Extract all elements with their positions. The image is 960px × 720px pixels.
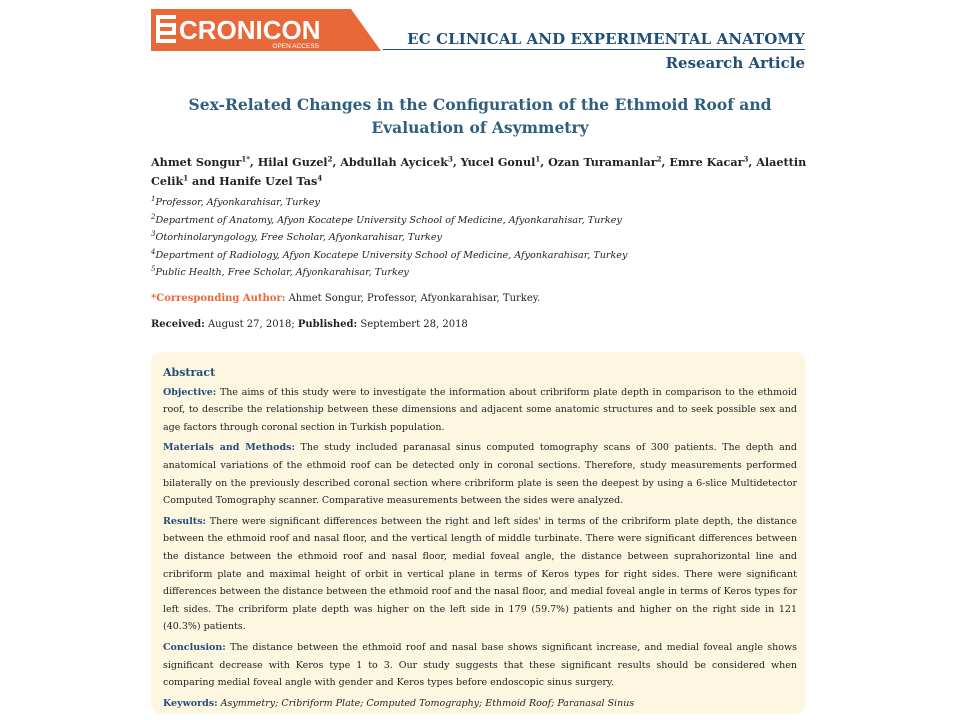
author: Ahmet Songur$^{1*}$, <box>151 154 258 169</box>
abstract-results: Results: There were significant differences between the right and left sides' in terms of the cribriform plate depth, the distance between the ethmoid roof and nasal floor, and the vertical length of middle turbinate. There were significant differences between the distance between the ethmoid roof and nasal floor, medial foveal angle, the distance between suprahorizontal line and cribriform plate and maximal height of orbit in vertical plane in terms of Keros types for right sides. There were significant differences between the distance between the ethmoid roof and the nasal floor, and medial foveal angle in terms of Keros types for left sides. The cribriform plate depth was higher on the left side in 179 (59.7%) patients and higher on the right side in 121 (40.3%) patients. <box>163 515 797 633</box>
author: Hanife Uzel Tas$^4$ <box>219 173 323 188</box>
abstract-conclusion: Conclusion: The distance between the ethmoid roof and nasal base shows significant increase, and medial foveal angle shows significant decrease with Keros type 1 to 3. Our study suggests that these significant results should be considered when comparing medial foveal angle with gender and Keros types before endoscopic sinus surgery. <box>163 641 797 689</box>
affiliation: $^3$Otorhinolaryngology, Free Scholar, Afyonkarahisar, Turkey <box>151 230 442 244</box>
corresponding-author <box>151 293 540 304</box>
logo-brand: CRONICON <box>179 15 321 45</box>
article-type: Research Article <box>665 54 805 72</box>
affiliation: $^1$Professor, Afyonkarahisar, Turkey <box>151 194 320 208</box>
abstract-keywords: Keywords: Asymmetry; Cribriform Plate; Computed Tomography; Ethmoid Roof; Paranasal Sinus <box>163 697 635 709</box>
cronicon-logo <box>151 9 381 51</box>
abstract-heading: Abstract <box>163 366 216 379</box>
header-divider <box>383 49 805 50</box>
affiliation: $^4$Department of Radiology, Afyon Kocatepe University School of Medicine, Afyonkarahisar, Turkey <box>151 247 628 261</box>
author: Yucel Gonul$^1$, <box>460 154 549 169</box>
article-title <box>160 93 800 139</box>
author: Ozan Turamanlar$^2$, <box>548 154 670 169</box>
abstract-objective: Objective: The aims of this study were to investigate the information about cribriform plate depth in comparison to the ethmoid roof, to describe the relationship between these dimensions and adjacent some anatomic structures and to seek possible sex and age factors through coronal section in Turkish population. <box>163 386 797 433</box>
author: Emre Kacar$^3$, <box>669 154 757 169</box>
author: Hilal Guzel$^2$, <box>257 154 341 169</box>
affiliation-list <box>151 194 627 282</box>
affiliation: $^5$Public Health, Free Scholar, Afyonkarahisar, Turkey <box>151 265 409 279</box>
affiliation: $^2$Department of Anatomy, Afyon Kocatepe University School of Medicine, Afyonkarahisar, Turkey <box>151 212 622 226</box>
abstract-methods: Materials and Methods: The study included paranasal sinus computed tomography scans of 300 patients. The depth and anatomical variations of the ethmoid roof can be detected only in coronal sections. Therefore, study measurements performed bilaterally on the previously described coronal section where cribriform plate is seen the deepest by using a 6-slice Multidetector Computed Tomography scanner. Comparative measurements between the sides were analyzed. <box>163 442 797 507</box>
logo-tagline: OPEN ACCESS <box>272 43 319 50</box>
journal-name: EC CLINICAL AND EXPERIMENTAL ANATOMY <box>407 30 805 48</box>
author: Abdullah Aycicek$^3$, <box>340 154 461 169</box>
corresponding-text: Ahmet Songur, Professor, Afyonkarahisar, Turkey. <box>285 293 541 304</box>
author: Alaettin Celik$^1$ and <box>151 155 807 188</box>
corresponding-label: *Corresponding Author: <box>151 293 286 304</box>
title-line-2: Evaluation of Asymmetry <box>371 118 589 137</box>
author-list <box>151 153 811 191</box>
abstract-box <box>151 352 805 714</box>
publication-dates: Received: August 27, 2018; Published: Septembert 28, 2018 <box>151 319 468 330</box>
journal-header <box>407 30 805 72</box>
title-line-1: Sex-Related Changes in the Configuration of the Ethmoid Roof and <box>188 95 772 114</box>
